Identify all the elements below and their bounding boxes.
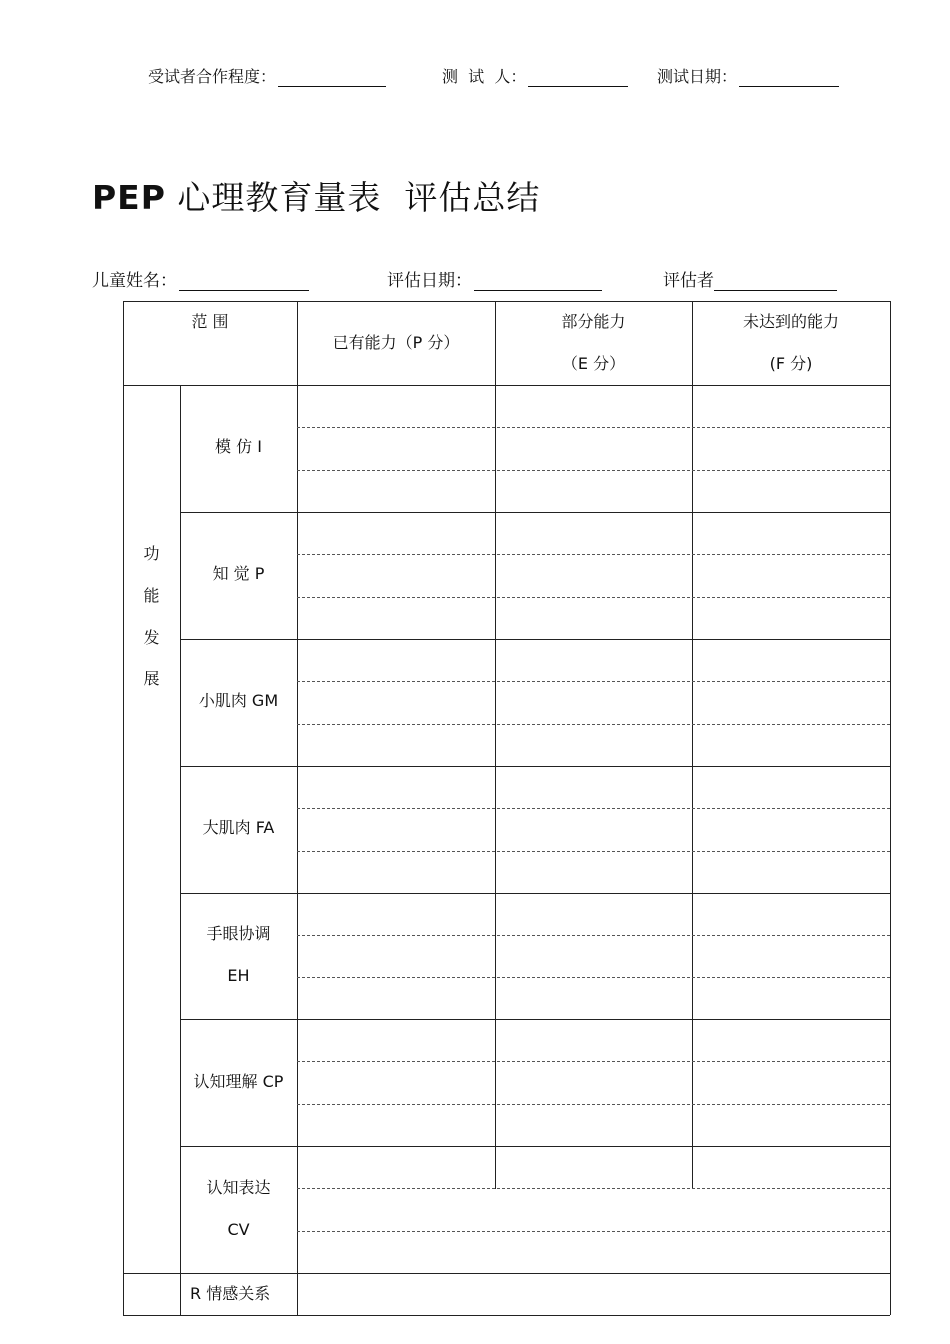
- sub-line: [297, 427, 890, 428]
- row-sep-1: [180, 512, 890, 513]
- table-border-bottom: [123, 1315, 890, 1316]
- child-name-label: 儿童姓名：: [92, 271, 177, 291]
- cooperation-blank[interactable]: [278, 66, 386, 87]
- header-divider: [123, 385, 890, 386]
- row-label-fine-motor: 小肌肉 GM: [198, 691, 279, 710]
- sub-line: [297, 851, 890, 852]
- eval-date-field: [387, 266, 602, 291]
- row-label-gross-motor: 大肌肉 FA: [202, 818, 275, 837]
- row-label-cognitive-verbal-line2: CV: [227, 1220, 250, 1239]
- sub-line: [297, 1104, 890, 1105]
- sub-line: [297, 724, 890, 725]
- row-sep-3: [180, 766, 890, 767]
- table-border-left: [123, 301, 124, 1315]
- header-fail-line1: 未达到的能力: [742, 312, 839, 331]
- row-label-perception: 知 觉 P: [212, 564, 265, 583]
- eval-date-blank[interactable]: [474, 270, 602, 291]
- tester-field: [442, 64, 628, 87]
- sub-line: [297, 977, 890, 978]
- page-title: [92, 172, 540, 219]
- row-label-eye-hand-line2: EH: [227, 966, 250, 985]
- row-sep-7: [123, 1273, 890, 1274]
- group-char-3: 发: [143, 628, 160, 647]
- row-label-cognitive-performance: 认知理解 CP: [193, 1072, 284, 1091]
- group-char-4: 展: [143, 669, 160, 688]
- col-sep-group: [180, 385, 181, 1315]
- test-date-label: 测试日期：: [657, 67, 738, 86]
- row-sep-6: [180, 1146, 890, 1147]
- info-line: [0, 266, 950, 294]
- row-label-eye-hand-line1: 手眼协调: [206, 924, 271, 943]
- sub-line: [297, 808, 890, 809]
- row-sep-2: [180, 639, 890, 640]
- sub-line: [297, 554, 890, 555]
- title-bold-part: PEP: [92, 178, 166, 217]
- header-emerging-line2: （E 分）: [561, 354, 626, 373]
- test-date-blank[interactable]: [739, 66, 839, 87]
- group-char-1: 功: [143, 544, 160, 563]
- sub-line: [297, 470, 890, 471]
- eval-date-label: 评估日期：: [387, 271, 472, 291]
- sub-line: [297, 935, 890, 936]
- header-pass: 已有能力（P 分）: [332, 333, 460, 352]
- table-border-top: [123, 301, 890, 302]
- evaluator-label: 评估者: [663, 271, 714, 291]
- header-fail-line2: (F 分): [769, 354, 813, 373]
- evaluator-field: [663, 266, 837, 291]
- title-rest-part: 心理教育量表 评估总结: [165, 178, 541, 217]
- group-char-2: 能: [143, 586, 160, 605]
- row-sep-4: [180, 893, 890, 894]
- col-sep-emerging: [692, 301, 693, 1189]
- tester-label: 测 试 人：: [442, 67, 527, 86]
- evaluator-blank[interactable]: [714, 270, 837, 291]
- sub-line: [297, 1231, 890, 1232]
- row-label-cognitive-verbal-line1: 认知表达: [206, 1178, 271, 1197]
- header-range: 范 围: [191, 312, 229, 331]
- assessment-table: [123, 301, 890, 1315]
- cooperation-field: [148, 64, 386, 87]
- table-border-right: [890, 301, 891, 1315]
- cooperation-label: 受试者合作程度：: [148, 67, 277, 86]
- col-sep-pass: [495, 301, 496, 1189]
- child-name-field: [92, 266, 309, 291]
- row-sep-5: [180, 1019, 890, 1020]
- row-label-imitation: 模 仿 I: [215, 437, 262, 456]
- child-name-blank[interactable]: [179, 270, 309, 291]
- test-date-field: [657, 64, 839, 87]
- header-emerging-line1: 部分能力: [561, 312, 626, 331]
- header-line: [0, 64, 950, 92]
- tester-blank[interactable]: [528, 66, 628, 87]
- row-label-relating: R 情感关系: [190, 1284, 271, 1303]
- sub-line: [297, 1061, 890, 1062]
- sub-line: [297, 1188, 890, 1189]
- sub-line: [297, 681, 890, 682]
- sub-line: [297, 597, 890, 598]
